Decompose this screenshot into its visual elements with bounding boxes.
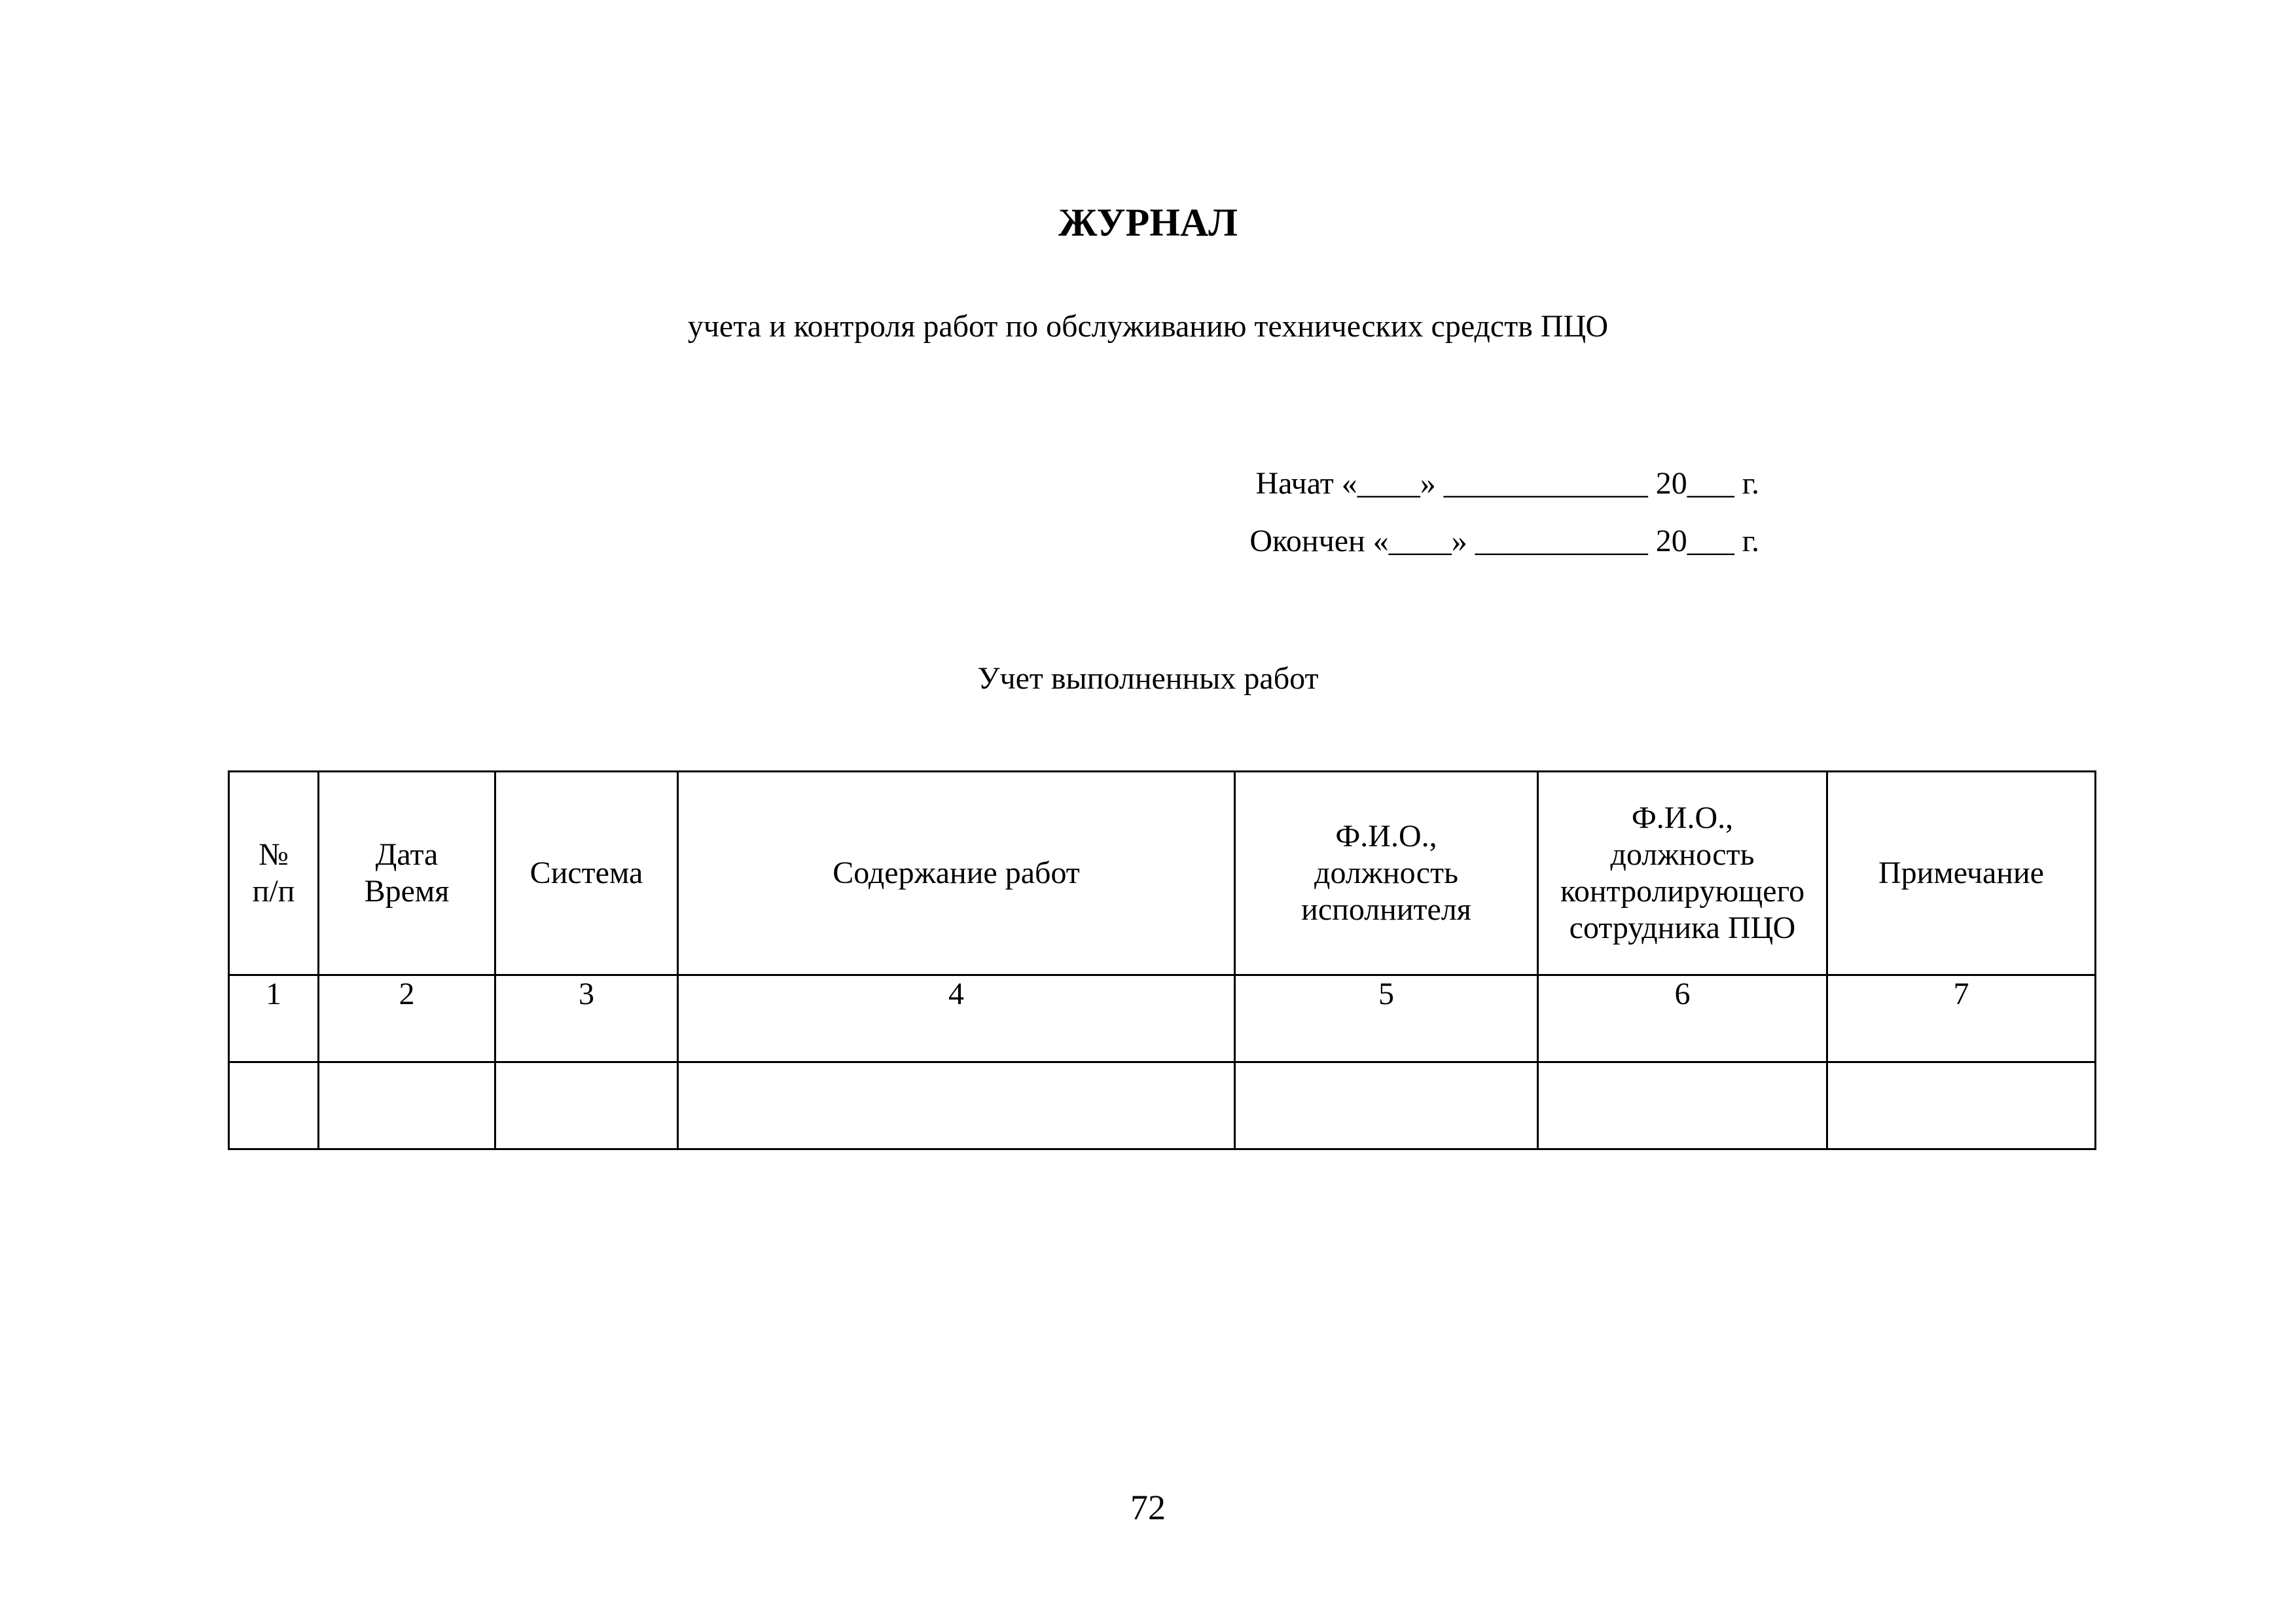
empty-cell — [495, 1062, 678, 1149]
empty-cell — [678, 1062, 1235, 1149]
column-number-cell: 6 — [1538, 975, 1827, 1062]
document-title: ЖУРНАЛ — [1058, 201, 1238, 244]
table-header-row — [229, 772, 2096, 975]
empty-cell — [1827, 1062, 2096, 1149]
empty-entry-row — [229, 1062, 2096, 1149]
date-block — [1249, 455, 1759, 570]
header-cell-executor: Ф.И.О., должность исполнителя — [1235, 772, 1538, 975]
empty-cell — [1235, 1062, 1538, 1149]
column-number-cell: 3 — [495, 975, 678, 1062]
header-cell-system: Система — [495, 772, 678, 975]
ended-date-line: Окончен «____» ___________ 20___ г. — [1249, 524, 1759, 558]
column-number-cell: 5 — [1235, 975, 1538, 1062]
work-log-table — [228, 770, 2096, 1150]
header-cell-controller: Ф.И.О., должность контролирующего сотрудника ПЦО — [1538, 772, 1827, 975]
column-number-row — [229, 975, 2096, 1062]
document-subtitle: учета и контроля работ по обслуживанию технических средств ПЦО — [687, 309, 1609, 344]
empty-cell — [1538, 1062, 1827, 1149]
header-cell-note: Примечание — [1827, 772, 2096, 975]
section-title: Учет выполненных работ — [977, 661, 1319, 696]
column-number-cell: 7 — [1827, 975, 2096, 1062]
header-cell-work-content: Содержание работ — [678, 772, 1235, 975]
empty-cell — [229, 1062, 319, 1149]
header-cell-date-time: Дата Время — [319, 772, 495, 975]
header-cell-number: № п/п — [229, 772, 319, 975]
started-date-line: Начат «____» _____________ 20___ г. — [1255, 466, 1759, 501]
empty-cell — [319, 1062, 495, 1149]
page-number: 72 — [1130, 1488, 1166, 1527]
column-number-cell: 1 — [229, 975, 319, 1062]
column-number-cell: 4 — [678, 975, 1235, 1062]
column-number-cell: 2 — [319, 975, 495, 1062]
